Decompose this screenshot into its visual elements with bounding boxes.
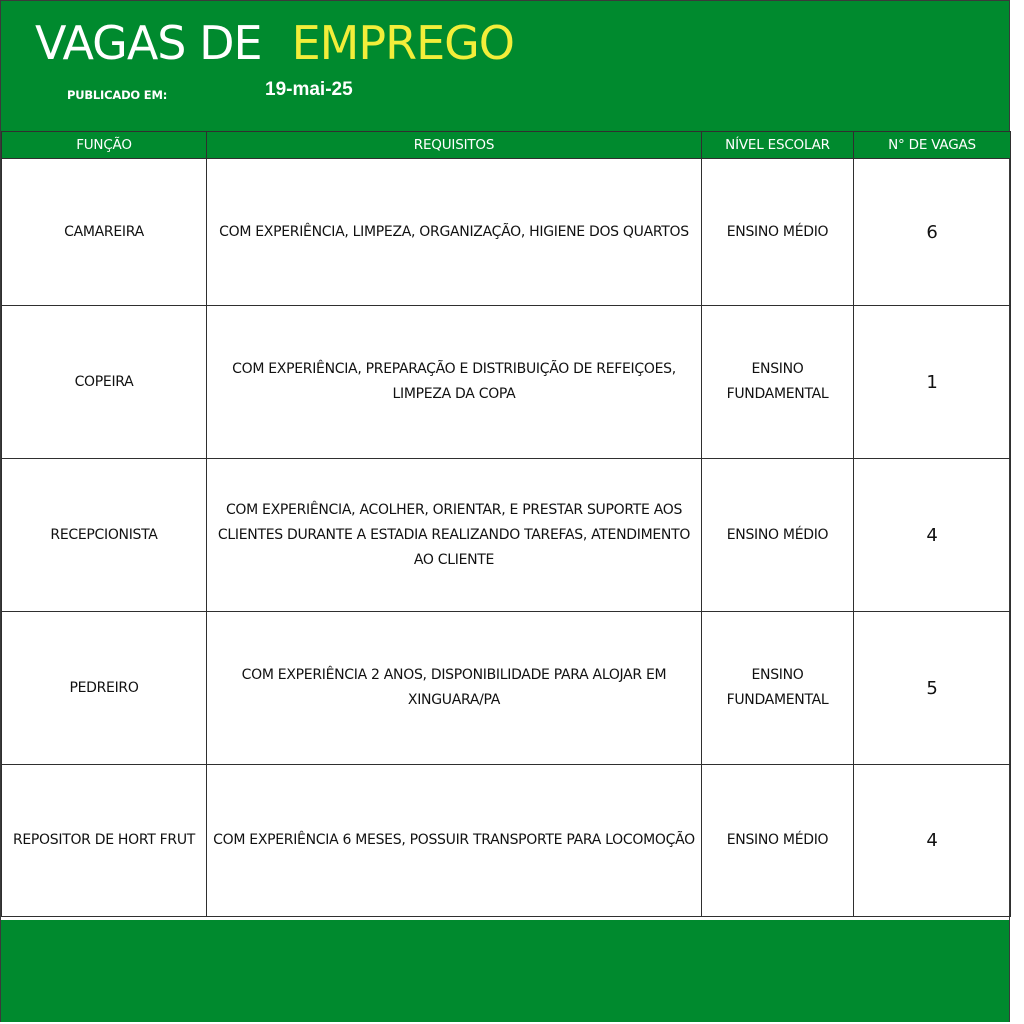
cell-requisitos: COM EXPERIÊNCIA, LIMPEZA, ORGANIZAÇÃO, HIGIENE DOS QUARTOS xyxy=(207,159,702,306)
table-header xyxy=(2,132,1011,159)
footer-banner xyxy=(1,920,1009,1022)
page-title xyxy=(35,15,514,71)
column-header-nivel-escolar: NÍVEL ESCOLAR xyxy=(702,132,854,159)
table-row xyxy=(2,612,1011,765)
cell-funcao: RECEPCIONISTA xyxy=(2,459,207,612)
cell-funcao: CAMAREIRA xyxy=(2,159,207,306)
table-row xyxy=(2,765,1011,917)
title-part-1: VAGAS DE xyxy=(35,16,262,70)
cell-nivel-escolar: ENSINO MÉDIO xyxy=(702,159,854,306)
cell-funcao: PEDREIRO xyxy=(2,612,207,765)
cell-nivel-escolar: ENSINO FUNDAMENTAL xyxy=(702,306,854,459)
cell-numero-vagas: 1 xyxy=(854,306,1011,459)
cell-nivel-escolar: ENSINO MÉDIO xyxy=(702,459,854,612)
cell-numero-vagas: 6 xyxy=(854,159,1011,306)
cell-requisitos: COM EXPERIÊNCIA 2 ANOS, DISPONIBILIDADE PARA ALOJAR EM XINGUARA/PA xyxy=(207,612,702,765)
job-table xyxy=(1,131,1011,917)
cell-funcao: REPOSITOR DE HORT FRUT xyxy=(2,765,207,917)
published-label: PUBLICADO EM: xyxy=(67,88,168,102)
column-header-requisitos: REQUISITOS xyxy=(207,132,702,159)
cell-requisitos: COM EXPERIÊNCIA, ACOLHER, ORIENTAR, E PRESTAR SUPORTE AOS CLIENTES DURANTE A ESTADIA REALIZANDO TAREFAS, ATENDIMENTO AO CLIENTE xyxy=(207,459,702,612)
cell-nivel-escolar: ENSINO FUNDAMENTAL xyxy=(702,612,854,765)
title-part-2: EMPREGO xyxy=(291,16,514,70)
cell-numero-vagas: 4 xyxy=(854,765,1011,917)
published-date: 19-mai-25 xyxy=(265,79,353,100)
table-row xyxy=(2,306,1011,459)
cell-numero-vagas: 4 xyxy=(854,459,1011,612)
cell-nivel-escolar: ENSINO MÉDIO xyxy=(702,765,854,917)
table-row xyxy=(2,459,1011,612)
cell-numero-vagas: 5 xyxy=(854,612,1011,765)
column-header-funcao: FUNÇÃO xyxy=(2,132,207,159)
table-row xyxy=(2,159,1011,306)
cell-requisitos: COM EXPERIÊNCIA 6 MESES, POSSUIR TRANSPORTE PARA LOCOMOÇÃO xyxy=(207,765,702,917)
column-header-numero-vagas: N° DE VAGAS xyxy=(854,132,1011,159)
header-banner xyxy=(1,1,1009,131)
cell-funcao: COPEIRA xyxy=(2,306,207,459)
cell-requisitos: COM EXPERIÊNCIA, PREPARAÇÃO E DISTRIBUIÇÃO DE REFEIÇOES, LIMPEZA DA COPA xyxy=(207,306,702,459)
